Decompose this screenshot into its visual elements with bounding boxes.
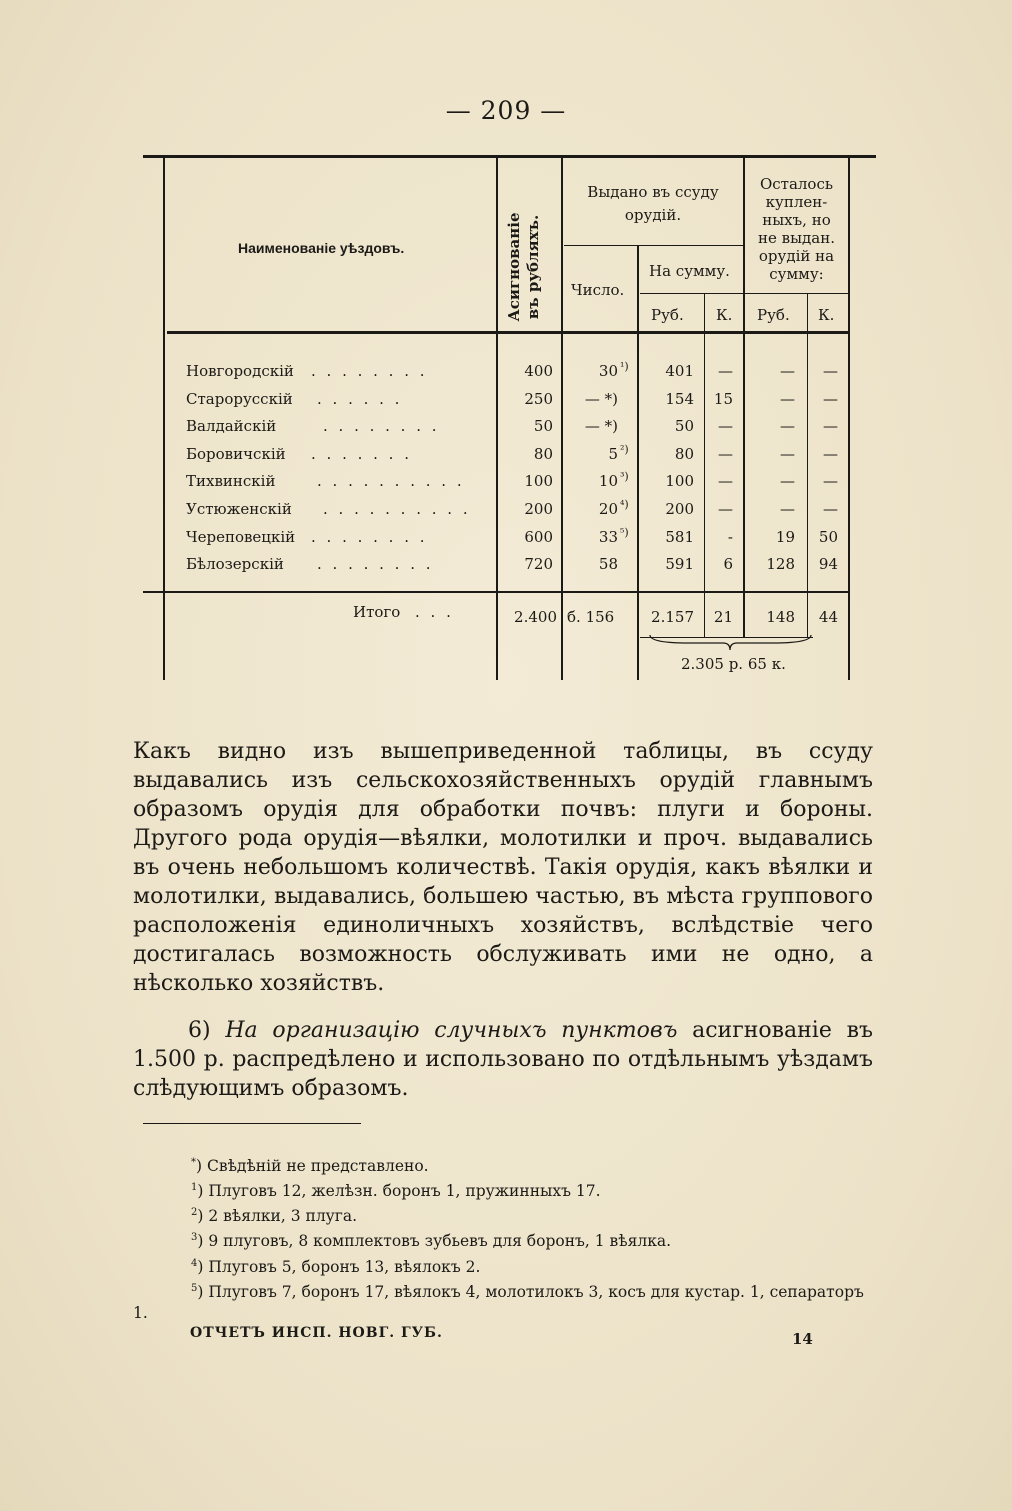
footnote-mark: * [191, 1157, 196, 1168]
remaining-subheader-rule [753, 293, 848, 294]
footnote-paren: ) [197, 1257, 209, 1276]
header-remaining-line2: куплен- [765, 193, 828, 211]
row-kop: — [718, 417, 733, 435]
footnotes [133, 1152, 873, 1324]
total-alloc: 2.400 [514, 608, 557, 626]
row-dots: . . . . . . . . [311, 528, 428, 546]
row-name: Устюженскій [186, 500, 292, 518]
footnote-mark: 1 [191, 1182, 198, 1194]
row-alloc: 400 [524, 362, 553, 380]
row-name: Тихвинскій [186, 472, 276, 490]
total-rub: 2.157 [651, 608, 694, 626]
row-count: 5 [608, 445, 618, 463]
footer-sheet-number: 14 [792, 1330, 813, 1348]
footnote-paren: ) [197, 1282, 209, 1301]
row-rem-rub: 19 [775, 528, 795, 546]
row-rem-kop: — [823, 472, 838, 490]
footnote-mark: 4 [191, 1257, 198, 1269]
issued-subheader-rule [564, 245, 744, 246]
footnote [133, 1177, 873, 1202]
col-line-left [163, 158, 165, 680]
header-kop2: К. [818, 306, 835, 324]
footer-signature: ОТЧЕТЪ ИНСП. НОВГ. ГУБ. [190, 1325, 443, 1341]
footnote-paren: ) [197, 1232, 209, 1251]
footnote-text: 2 вѣялки, 3 плуга. [208, 1207, 358, 1226]
row-alloc: 50 [533, 417, 553, 435]
row-alloc: 600 [524, 528, 553, 546]
row-rem-rub: — [780, 472, 795, 490]
row-kop: 6 [723, 555, 733, 573]
row-kop: — [718, 362, 733, 380]
row-rem-kop: — [823, 417, 838, 435]
footnote-paren: ) [197, 1207, 209, 1226]
total-kop: 21 [713, 608, 733, 626]
header-remaining-line4: не выдан. [758, 229, 835, 247]
footnote-paren: ) [196, 1157, 207, 1176]
header-rub1: Руб. [651, 306, 684, 324]
paragraph-2-number: 6) [188, 1018, 211, 1043]
header-remaining-line6: сумму: [769, 265, 824, 283]
row-count: 10 [598, 472, 618, 490]
row-rem-rub: 128 [766, 555, 795, 573]
row-alloc: 720 [524, 555, 553, 573]
header-bottom-rule [167, 331, 849, 334]
row-count: — *) [584, 417, 618, 435]
footnote-text: Свѣдѣній не представлено. [206, 1157, 429, 1176]
page-number: — 209 — [445, 96, 567, 125]
row-count: — *) [584, 390, 618, 408]
paragraph-2-text: асигнованіе въ 1.500 р. распредѣлено и использовано по отдѣльнымъ уѣздамъ слѣдующимъ образомъ. [133, 1018, 873, 1101]
row-rem-rub: — [780, 362, 795, 380]
header-kop1: К. [716, 306, 733, 324]
grand-total: 2.305 р. 65 к. [681, 655, 786, 673]
footnote-text: Плуговъ 5, боронъ 13, вѣялокъ 2. [208, 1257, 481, 1276]
footnote-rule [143, 1123, 361, 1124]
header-remaining-line5: орудій на [758, 247, 835, 265]
row-rub: 581 [665, 528, 694, 546]
header-issued [563, 183, 743, 225]
total-label: Итого [353, 603, 401, 621]
row-alloc: 200 [524, 500, 553, 518]
row-note-mark: ⁴) [620, 498, 629, 511]
col-line-kop2 [807, 293, 808, 638]
row-alloc: 80 [533, 445, 553, 463]
col-line-right [848, 158, 850, 680]
row-note-mark: ¹) [620, 360, 629, 373]
row-rub: 591 [665, 555, 694, 573]
footnote-mark: 5 [191, 1282, 198, 1294]
district-tools-table [143, 155, 878, 680]
paragraph-2 [133, 1016, 873, 1103]
table-top-rule [143, 155, 876, 158]
row-kop: — [718, 445, 733, 463]
row-dots: . . . . . . . . [323, 417, 440, 435]
row-dots: . . . . . . . . [317, 555, 434, 573]
footnote [133, 1152, 873, 1177]
header-issued-line1: Выдано въ ссуду [587, 183, 719, 201]
total-rem-kop: 44 [818, 608, 838, 626]
row-rem-rub: — [780, 500, 795, 518]
row-rem-rub: — [780, 445, 795, 463]
row-alloc: 100 [524, 472, 553, 490]
row-rem-kop: — [823, 362, 838, 380]
header-issued-line2: орудій. [624, 206, 682, 224]
row-name: Боровичскій [186, 445, 286, 463]
row-kop: — [718, 500, 733, 518]
row-rem-rub: — [780, 417, 795, 435]
row-note-mark: ⁵) [620, 526, 629, 539]
header-amount: На сумму. [649, 262, 730, 280]
row-dots: . . . . . . . [311, 445, 412, 463]
row-name: Старорусскій [186, 390, 293, 408]
row-name: Череповецкій [186, 528, 296, 546]
total-rem-rub: 148 [766, 608, 795, 626]
footnote-text: Плуговъ 12, желѣзн. боронъ 1, пружинныхъ 17. [208, 1182, 601, 1201]
row-rub: 80 [674, 445, 694, 463]
total-count: б. 156 [567, 608, 615, 626]
row-kop: — [718, 472, 733, 490]
header-count: Число. [571, 281, 625, 299]
footnote [133, 1227, 873, 1252]
row-rem-kop: 50 [818, 528, 838, 546]
paragraph-2-italic: На организацію случныхъ пунктовъ [225, 1018, 678, 1043]
row-count: 33 [598, 528, 618, 546]
footnote [133, 1278, 873, 1324]
paragraph-1: Какъ видно изъ вышеприведенной таблицы, въ ссуду выдавались изъ сельскохозяйственныхъ орудій главнымъ образомъ орудія для обработки почвъ: плуги и бороны. Другого рода орудія—вѣялки, молотилки и проч. выдавались въ очень небольшомъ количествѣ. Такія орудія, какъ вѣялки и молотилки, выдавались, большею частью, въ мѣста группового расположенія единоличныхъ хозяйствъ, вслѣдствіе чего достигалась возможность обслуживать ими не одно, а нѣсколько хозяйствъ. [133, 739, 873, 996]
header-remaining [745, 175, 848, 283]
footnote-text: Плуговъ 7, боронъ 17, вѣялокъ 4, молотилокъ 3, косъ для кустар. 1, сепараторъ 1. [133, 1282, 864, 1322]
row-rub: 50 [674, 417, 694, 435]
header-remaining-line1: Осталось [759, 175, 834, 193]
footnote-paren: ) [197, 1182, 209, 1201]
row-rem-kop: — [823, 390, 838, 408]
footnote-text: 9 плуговъ, 8 комплектовъ зубьевъ для боронъ, 1 вѣялка. [208, 1232, 672, 1251]
row-rub: 154 [665, 390, 694, 408]
row-dots: . . . . . . . . . . [323, 500, 471, 518]
grand-total-brace [648, 633, 813, 653]
col-line-kop1 [704, 293, 705, 638]
footnote [133, 1253, 873, 1278]
row-dots: . . . . . . . . [311, 362, 428, 380]
row-name: Валдайскій [186, 417, 277, 435]
row-kop: 15 [713, 390, 733, 408]
row-rub: 401 [665, 362, 694, 380]
row-alloc: 250 [524, 390, 553, 408]
row-count: 30 [598, 362, 618, 380]
row-name: Новгородскій [186, 362, 294, 380]
footnote-mark: 3 [191, 1232, 198, 1244]
header-district: Наименованіе уѣздовъ. [238, 240, 405, 256]
row-kop: - [727, 528, 733, 546]
row-rub: 200 [665, 500, 694, 518]
row-note-mark: ²) [620, 443, 629, 456]
row-rem-rub: — [780, 390, 795, 408]
row-count: 58 [598, 555, 618, 573]
row-rem-kop: — [823, 445, 838, 463]
row-dots: . . . . . . [317, 390, 403, 408]
row-count: 20 [598, 500, 618, 518]
row-note-mark: ³) [620, 470, 629, 483]
row-rem-kop: — [823, 500, 838, 518]
row-rem-kop: 94 [818, 555, 838, 573]
row-dots: . . . . . . . . . . [317, 472, 465, 490]
footnote-mark: 2 [191, 1207, 198, 1219]
header-allocation: Асигнованіе въ рубляхъ. [505, 212, 542, 322]
header-remaining-line3: ныхъ, но [762, 211, 831, 229]
row-rub: 100 [665, 472, 694, 490]
footnote [133, 1202, 873, 1227]
row-name: Бѣлозерскій [186, 555, 284, 573]
total-dots: . . . [415, 603, 454, 621]
header-rub2: Руб. [757, 306, 790, 324]
